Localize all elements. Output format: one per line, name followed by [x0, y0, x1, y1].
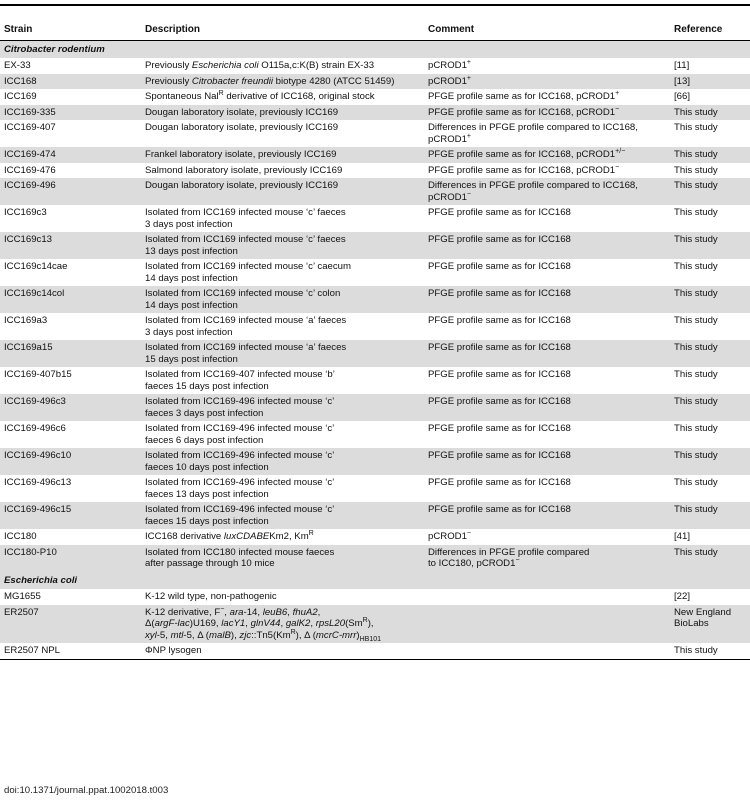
reference-cell: This study — [670, 286, 750, 313]
strain-cell: ICC169-496 — [0, 178, 141, 205]
table-row — [0, 163, 750, 179]
description-cell: Isolated from ICC169-496 infected mouse ‘c’ faeces 10 days post infection — [141, 448, 424, 475]
table-row — [0, 74, 750, 90]
section-title: Citrobacter rodentium — [0, 40, 750, 58]
description-cell: Previously Escherichia coli O115a,c:K(B) strain EX-33 — [145, 60, 375, 71]
comment-cell: PFGE profile same as for ICC168 — [428, 477, 571, 488]
strain-cell: ICC169-496c3 — [0, 394, 141, 421]
reference-cell: This study — [670, 448, 750, 475]
comment-cell — [424, 605, 670, 644]
reference-cell: This study — [674, 315, 718, 326]
strain-cell: ICC169-496c6 — [4, 423, 66, 434]
description-cell: Salmond laboratory isolate, previously ICC169 — [145, 164, 343, 176]
strain-cell: ER2507 — [0, 605, 141, 644]
comment-cell: PFGE profile same as for ICC168 — [424, 340, 670, 367]
reference-cell: This study — [670, 502, 750, 529]
comment-cell: Differences in PFGE profile compared to ICC180, pCROD1− — [424, 545, 670, 572]
comment-cell: PFGE profile same as for ICC168 — [428, 423, 571, 434]
comment-cell: PFGE profile same as for ICC168, pCROD1− — [428, 163, 620, 176]
strain-cell: EX-33 — [4, 60, 31, 71]
table-row — [0, 367, 750, 394]
table-row — [0, 394, 750, 421]
strain-cell: ICC180 — [4, 531, 37, 542]
reference-cell: [11] — [674, 60, 690, 71]
table-row — [0, 105, 750, 121]
comment-cell: pCROD1+ — [428, 58, 472, 71]
comment-cell — [424, 589, 670, 605]
comment-cell — [424, 643, 670, 659]
strain-cell: ICC168 — [0, 74, 141, 90]
description-cell: Isolated from ICC169 infected mouse ‘c’ faeces 13 days post infection — [141, 232, 424, 259]
header-strain: Strain — [0, 21, 141, 40]
comment-cell: PFGE profile same as for ICC168 — [424, 232, 670, 259]
description-cell: Isolated from ICC169-496 infected mouse ‘c’ faeces 15 days post infection — [141, 502, 424, 529]
description-cell: Frankel laboratory isolate, previously ICC169 — [141, 147, 424, 163]
description-cell: Isolated from ICC169-407 infected mouse ‘b’ faeces 15 days post infection — [145, 369, 335, 392]
strain-cell: ICC169-496c13 — [4, 477, 72, 488]
reference-cell: [22] — [674, 591, 691, 602]
description-cell: ICC168 derivative luxCDABEKm2, $Km^R$ — [145, 529, 314, 542]
table-row — [0, 605, 750, 644]
reference-cell: This study — [670, 178, 750, 205]
table-row — [0, 147, 750, 163]
header-comment: Comment — [424, 21, 670, 40]
comment-cell: PFGE profile same as for ICC168, pCROD1− — [424, 105, 670, 121]
description-cell: Previously Citrobacter freundii biotype 4280 (ATCC 51459) — [141, 74, 424, 90]
description-cell: K-12 derivative, F−, ara-14, leuB6, fhuA2, Δ(argF-lac)U169, lacY1, glnV44, galK2, $rpsL20(Sm^R)$, xyl-5, mtl-5, Δ (malB), $zjc::Tn5(Km^R)$, Δ $(mcrC-mrr)_{HB101}$ — [141, 605, 424, 644]
strains-table — [0, 21, 750, 660]
table-row — [0, 340, 750, 367]
description-cell: Dougan laboratory isolate, previously ICC169 — [145, 122, 339, 133]
description-cell: Dougan laboratory isolate, previously ICC169 — [141, 105, 424, 121]
description-cell: Isolated from ICC169 infected mouse ‘a’ faeces 3 days post infection — [145, 315, 347, 338]
reference-cell: This study — [674, 477, 718, 488]
comment-cell: PFGE profile same as for ICC168, pCROD1+/− — [424, 147, 670, 163]
strain-cell: ICC169-407 — [4, 122, 56, 133]
comment-cell: PFGE profile same as for ICC168 — [428, 315, 571, 326]
strain-cell: ICC169c14col — [0, 286, 141, 313]
strain-cell: ICC169c13 — [0, 232, 141, 259]
reference-cell: This study — [670, 643, 750, 659]
doi-caption: doi:10.1371/journal.ppat.1002018.t003 — [4, 785, 169, 796]
table-row — [0, 421, 750, 448]
reference-cell: This study — [670, 232, 750, 259]
table-row — [0, 259, 750, 286]
comment-cell: PFGE profile same as for ICC168 — [428, 369, 571, 380]
strain-cell: ER2507 NPL — [0, 643, 141, 659]
description-cell: Isolated from ICC169 infected mouse ‘c’ caecum 14 days post infection — [145, 261, 352, 284]
reference-cell: [41] — [674, 531, 691, 542]
header-reference: Reference — [670, 21, 750, 40]
description-cell: K-12 wild type, non-pathogenic — [145, 591, 277, 602]
comment-cell: pCROD1− — [428, 529, 472, 542]
reference-cell: [66] — [674, 91, 691, 102]
table-row — [0, 205, 750, 232]
strain-cell: ICC180-P10 — [0, 545, 141, 572]
table-row — [0, 502, 750, 529]
reference-cell: This study — [670, 545, 750, 572]
description-cell: Isolated from ICC169 infected mouse ‘c’ faeces 3 days post infection — [145, 207, 346, 230]
section-header-row — [0, 40, 750, 58]
strain-cell: ICC169-474 — [0, 147, 141, 163]
reference-cell: This study — [674, 122, 718, 133]
description-cell: Isolated from ICC169 infected mouse ‘a’ faeces 15 days post infection — [141, 340, 424, 367]
comment-cell: Differences in PFGE profile compared to ICC168, pCROD1+ — [428, 122, 638, 145]
reference-cell: This study — [674, 369, 718, 380]
table-row — [0, 58, 750, 74]
top-rule — [0, 4, 750, 6]
description-cell: Isolated from ICC169-496 infected mouse ‘c’ faeces 13 days post infection — [145, 477, 335, 500]
strain-cell: ICC169-335 — [0, 105, 141, 121]
table-row — [0, 313, 750, 340]
table-body — [0, 40, 750, 659]
comment-cell: PFGE profile same as for ICC168 — [428, 261, 571, 272]
reference-cell: This study — [674, 261, 718, 272]
comment-cell: Differences in PFGE profile compared to ICC168, pCROD1− — [424, 178, 670, 205]
table-header-row — [0, 21, 750, 40]
strain-cell: MG1655 — [4, 591, 41, 602]
reference-cell: This study — [674, 207, 718, 218]
table-row — [0, 286, 750, 313]
reference-cell: [13] — [670, 74, 750, 90]
strain-cell: ICC169c3 — [4, 207, 47, 218]
table-row — [0, 475, 750, 502]
strain-cell: ICC169-407b15 — [4, 369, 72, 380]
reference-cell: This study — [670, 340, 750, 367]
table-row — [0, 589, 750, 605]
strain-cell: ICC169c14cae — [4, 261, 68, 272]
table-row — [0, 448, 750, 475]
description-cell: Dougan laboratory isolate, previously ICC169 — [141, 178, 424, 205]
comment-cell: PFGE profile same as for ICC168 — [424, 448, 670, 475]
reference-cell: New England BioLabs — [670, 605, 750, 644]
description-cell: Isolated from ICC169-496 infected mouse ‘c’ faeces 6 days post infection — [145, 423, 335, 446]
strain-cell: ICC169a3 — [4, 315, 48, 326]
strain-cell: ICC169a15 — [0, 340, 141, 367]
comment-cell: pCROD1+ — [424, 74, 670, 90]
table-row — [0, 89, 750, 105]
strain-cell: ICC169-496c15 — [0, 502, 141, 529]
table-row — [0, 232, 750, 259]
reference-cell: This study — [674, 423, 718, 434]
description-cell: Isolated from ICC169-496 infected mouse ‘c’ faeces 3 days post infection — [141, 394, 424, 421]
reference-cell: This study — [670, 147, 750, 163]
section-header-row — [0, 572, 750, 590]
strain-cell: ICC169 — [4, 91, 37, 102]
table-row — [0, 643, 750, 659]
table-row — [0, 545, 750, 572]
description-cell: Isolated from ICC180 infected mouse faeces after passage through 10 mice — [141, 545, 424, 572]
strain-cell: ICC169-496c10 — [0, 448, 141, 475]
table-row — [0, 178, 750, 205]
table-row — [0, 120, 750, 147]
comment-cell: PFGE profile same as for ICC168, pCROD1+ — [428, 89, 620, 102]
description-cell: Isolated from ICC169 infected mouse ‘c’ colon 14 days post infection — [141, 286, 424, 313]
description-cell: ΦNP lysogen — [141, 643, 424, 659]
reference-cell: This study — [670, 394, 750, 421]
section-title: Escherichia coli — [0, 572, 750, 590]
comment-cell: PFGE profile same as for ICC168 — [424, 286, 670, 313]
reference-cell: This study — [674, 164, 718, 176]
header-description: Description — [141, 21, 424, 40]
comment-cell: PFGE profile same as for ICC168 — [424, 394, 670, 421]
strain-cell: ICC169-476 — [4, 164, 56, 176]
table-row — [0, 529, 750, 545]
comment-cell: PFGE profile same as for ICC168 — [428, 207, 571, 218]
description-cell: Spontaneous Nal$^R$ derivative of ICC168, original stock — [145, 89, 375, 102]
reference-cell: This study — [670, 105, 750, 121]
comment-cell: PFGE profile same as for ICC168 — [424, 502, 670, 529]
